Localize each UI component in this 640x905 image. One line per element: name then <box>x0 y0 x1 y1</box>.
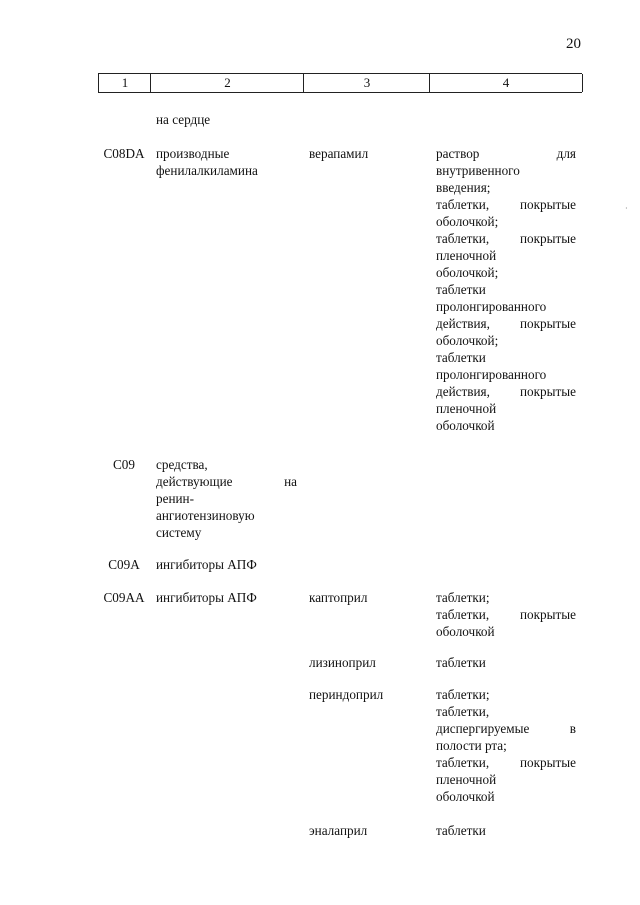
drug-name: лизиноприл <box>309 655 376 670</box>
group-name: производные фенилалкиламина <box>156 146 258 178</box>
dosage-forms: таблетки; таблетки, диспергируемые в полости рта; таблетки, покрытые пленочной оболочкой <box>436 687 576 804</box>
atc-code: C09A <box>108 557 140 572</box>
atc-code: C09 <box>113 457 135 472</box>
group-name: ингибиторы АПФ <box>156 557 257 572</box>
table-header <box>98 73 582 93</box>
group-name: средства, действующие на ренин- ангиотензиновую систему <box>156 457 297 540</box>
dosage-forms: таблетки; таблетки, покрытые оболочкой <box>436 590 576 639</box>
atc-code: C08DA <box>103 146 145 161</box>
scan-mark: · <box>625 204 628 213</box>
page-number: 20 <box>566 36 581 52</box>
dosage-forms: таблетки <box>436 823 486 838</box>
header-col-1: 1 <box>98 74 151 92</box>
drug-name: верапамил <box>309 146 369 161</box>
dosage-forms: таблетки <box>436 655 486 670</box>
header-col-2: 2 <box>150 74 304 92</box>
atc-code: C09AA <box>103 590 145 605</box>
group-name: ингибиторы АПФ <box>156 590 257 605</box>
header-col-4: 4 <box>429 74 583 92</box>
group-name: на сердце <box>156 112 211 127</box>
dosage-forms: раствор для внутривенного введения; таблетки, покрытые оболочкой; таблетки, покрытые пленочной оболочкой; таблетки пролонгированного действия, покрытые оболочкой; таблетки пролонгированного действия, покрытые пленочной оболочкой <box>436 146 576 433</box>
drug-name: периндоприл <box>309 687 384 702</box>
drug-name: каптоприл <box>309 590 368 605</box>
header-col-3: 3 <box>303 74 430 92</box>
drug-name: эналаприл <box>309 823 368 838</box>
